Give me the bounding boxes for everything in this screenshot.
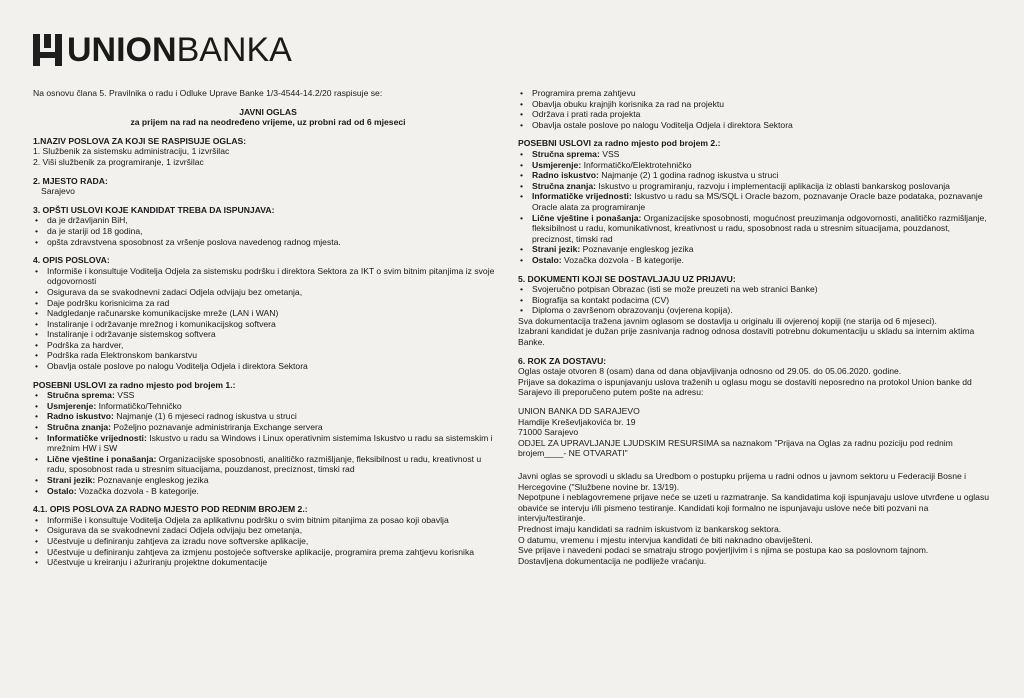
list-item: • Stručna sprema: VSS <box>33 390 503 401</box>
section-4-heading: 4. OPIS POSLOVA: <box>33 255 110 266</box>
list-item: • Stručna sprema: VSS <box>518 149 992 160</box>
union-banka-logo <box>33 30 292 70</box>
list-item: • Održava i prati rada projekta <box>518 109 992 120</box>
right-column <box>518 88 992 566</box>
list-item: • Obavlja ostale poslove po nalogu Voditelja Odjela i direktora Sektora <box>33 361 503 372</box>
special-conditions-2-heading: POSEBNI USLOVI za radno mjesto pod brojem 2.: <box>518 138 721 149</box>
general-conditions-list <box>33 215 503 247</box>
address-line-3: 71000 Sarajevo <box>518 427 579 438</box>
list-item: • Informatičke vrijednosti: Iskustvo u radu sa MS/SQL i Oracle bazom, poznavanje Oracle baze podataka, poznavanje Oracle alata za programiranje <box>518 191 992 212</box>
list-item: • Usmjerenje: Informatičko/Tehničko <box>33 401 503 412</box>
final-paragraph-3: Prednost imaju kandidati sa radnim iskustvom iz bankarskog sektora. <box>518 523 782 534</box>
submission-text: Prijave sa dokazima o ispunjavanju uslova traženih u oglasu mogu se dostaviti neposredno na protokol Union banke dd Sarajevo ili preporučeno putem pošte na adresu: <box>518 376 972 398</box>
list-item: • Informiše i konsultuje Voditelja Odjela za sistemsku podršku i direktora Sektora za IKT o svim bitnim pitanjima iz svoje odgovornosti <box>33 266 503 287</box>
list-item: • Radno iskustvo: Najmanje (1) 6 mjeseci radnog iskustva u struci <box>33 411 503 422</box>
final-paragraph-4: O datumu, vremenu i mjestu intervjua kandidati će biti naknadno obaviješteni. <box>518 534 813 545</box>
list-item: • Usmjerenje: Informatičko/Elektrotehničko <box>518 160 992 171</box>
list-item: • Podrška rada Elektronskom bankarstvu <box>33 350 503 361</box>
list-item: • Učestvuje u definiranju zahtjeva za izmjenu postojeće softverske aplikacije, programira prema zahtjevu korisnika <box>33 547 503 558</box>
list-item: • Strani jezik: Poznavanje engleskog jezika <box>518 244 992 255</box>
list-item: • da je državljanin BiH, <box>33 215 503 226</box>
list-item: • Osigurava da se svakodnevni zadaci Odjela odvijaju bez ometanja, <box>33 525 503 536</box>
list-item: • Informiše i konsultuje Voditelja Odjela za aplikativnu podršku o svim bitnim pitanjima za posao koji obavlja <box>33 515 503 526</box>
list-item: • Radno iskustvo: Najmanje (2) 1 godina radnog iskustva u struci <box>518 170 992 181</box>
section-2-heading: 2. MJESTO RADA: <box>33 175 108 186</box>
section-6-heading: 6. ROK ZA DOSTAVU: <box>518 355 607 366</box>
list-item: • Obavlja obuku krajnjih korisnika za rad na projektu <box>518 99 992 110</box>
job-duties-list <box>33 266 503 372</box>
address-line-2: Hamdije Kreševljakovića br. 19 <box>518 416 636 427</box>
list-item: • Podrška za hardver, <box>33 340 503 351</box>
documents-note-1: Sva dokumentacija tražena javnim oglasom se dostavlja u originalu ili ovjerenoj kopiji (ne starija od 6 mjeseci). <box>518 315 937 326</box>
section-4-1-heading: 4.1. OPIS POSLOVA ZA RADNO MJESTO POD REDNIM BROJEM 2.: <box>33 504 308 515</box>
intro-text: Na osnovu člana 5. Pravilnika o radu i Odluke Uprave Banke 1/3-4544-14.2/20 raspisuje se: <box>33 88 383 98</box>
section-3-heading: 3. OPŠTI USLOVI KOJE KANDIDAT TREBA DA ISPUNJAVA: <box>33 204 275 215</box>
final-paragraph-1: Javni oglas se sprovodi u skladu sa Uredbom o postupku prijema u radni odnos u javnom sektoru u Federaciji Bosne i Hercegovine ("Službene novine br. 13/19). <box>518 471 967 492</box>
job-duties-2-list <box>33 515 503 568</box>
deadline-text: Oglas ostaje otvoren 8 (osam) dana od dana objavljivanja odnosno od 29.05. do 05.06.2020. godine. <box>518 366 902 377</box>
logo-wordmark: UNIONBANKA <box>67 31 292 69</box>
ad-subtitle: za prijem na rad na neodređeno vrijeme, uz probni rad od 6 mjeseci <box>130 117 406 128</box>
list-item: • opšta zdravstvena sposobnost za vršenje poslova navedenog radnog mjesta. <box>33 237 503 248</box>
work-location: Sarajevo <box>41 186 75 197</box>
list-item: • Ostalo: Vozačka dozvola - B kategorije. <box>33 486 503 497</box>
position-2: 2. Viši službenik za programiranje, 1 izvršilac <box>33 156 204 167</box>
ad-title: JAVNI OGLAS <box>239 106 297 117</box>
special-conditions-1-list <box>33 390 503 496</box>
list-item: • Strani jezik: Poznavanje engleskog jezika <box>33 475 503 486</box>
list-item: • Stručna znanja: Iskustvo u programiranju, razvoju i implementaciji aplikacija iz oblasti bankarskog poslovanja <box>518 181 992 192</box>
list-item: • Ostalo: Vozačka dozvola - B kategorije. <box>518 255 992 266</box>
special-conditions-2-list <box>518 149 992 266</box>
address-line-1: UNION BANKA DD SARAJEVO <box>518 406 640 417</box>
list-item: • Instaliranje i održavanje sistemskog softvera <box>33 329 503 340</box>
list-item: • da je stariji od 18 godina, <box>33 226 503 237</box>
special-conditions-1-heading: POSEBNI USLOVI za radno mjesto pod brojem 1.: <box>33 379 236 390</box>
list-item: • Informatičke vrijednosti: Iskustvo u radu sa Windows i Linux operativnim sistemima Iskustvo u radu sa sistemskim i mrežnim HW i SW <box>33 433 503 454</box>
list-item: • Biografija sa kontakt podacima (CV) <box>518 295 992 306</box>
list-item: • Daje podršku korisnicima za rad <box>33 298 503 309</box>
list-item: • Obavlja ostale poslove po nalogu Voditelja Odjela i direktora Sektora <box>518 120 992 131</box>
list-item: • Diploma o završenom obrazovanju (ovjerena kopija). <box>518 305 992 316</box>
documents-note-2: Izabrani kandidat je dužan prije zasnivanja radnog odnosa dostaviti potrebnu dokumentaciju u skladu sa internim aktima Banke. <box>518 326 975 348</box>
list-item: • Svojeručno potpisan Obrazac (isti se može preuzeti na web stranici Banke) <box>518 284 992 295</box>
list-item: • Učestvuje u kreiranju i ažuriranju projektne dokumentacije <box>33 557 503 568</box>
list-item: • Lične vještine i ponašanja: Organizacijske sposobnosti, mogućnost preuzimanja odgovornosti, analitičko razmišljanje, fleksibilnost u radu, komunikativnost, kreativnost u radu, sposobnost rada u stresnim situacijama, pouzdanost, preciznost, timski rad <box>518 213 992 245</box>
list-item: • Učestvuje u definiranju zahtjeva za izradu nove softverske aplikacije, <box>33 536 503 547</box>
address-line-4: ODJEL ZA UPRAVLJANJE LJUDSKIM RESURSIMA sa naznakom "Prijava na Oglas za radnu poziciju pod rednim brojem____- NE OTVARATI" <box>518 437 953 459</box>
section-1-heading: 1.NAZIV POSLOVA ZA KOJI SE RASPISUJE OGLAS: <box>33 135 247 146</box>
documents-list <box>518 284 992 316</box>
list-item: • Nadgledanje računarske komunikacijske mreže (LAN i WAN) <box>33 308 503 319</box>
final-paragraph-6: Dostavljena dokumentacija ne podliježe vraćanju. <box>518 555 707 566</box>
list-item: • Programira prema zahtjevu <box>518 88 992 99</box>
list-item: • Lične vještine i ponašanja: Organizacijske sposobnosti, analitičko razmišljanje, fleksibilnost u radu, kreativnost u radu, sposobnost rada u stresnim situacijama, pouzdanost, preciznost, timski rad <box>33 454 503 475</box>
logo-mark-icon <box>33 34 63 66</box>
list-item: • Instaliranje i održavanje mrežnog i komunikacijskog softvera <box>33 319 503 330</box>
final-paragraph-5: Sve prijave i navedeni podaci se smatraju strogo povjerljivim i s njima se postupa kao sa poslovnom tajnom. <box>518 545 929 556</box>
final-paragraph-2: Nepotpune i neblagovremene prijave neće se uzeti u razmatranje. Sa kandidatima koji ispunjavaju uslove utvrđene u oglasu obaviće se intervju i/ili pismeno testiranje. Kandidati koji formalno ne ispunjavaju uslove neće biti pozvani na intervju/testiranje. <box>518 492 990 524</box>
left-column <box>33 88 503 568</box>
job-duties-2-continued-list <box>518 88 992 130</box>
list-item: • Stručna znanja: Poželjno poznavanje administriranja Exchange servera <box>33 422 503 433</box>
list-item: • Osigurava da se svakodnevni zadaci Odjela odvijaju bez ometanja, <box>33 287 503 298</box>
position-1: 1. Službenik za sistemsku administraciju, 1 izvršilac <box>33 146 230 157</box>
section-5-heading: 5. DOKUMENTI KOJI SE DOSTAVLJAJU UZ PRIJAVU: <box>518 273 736 284</box>
